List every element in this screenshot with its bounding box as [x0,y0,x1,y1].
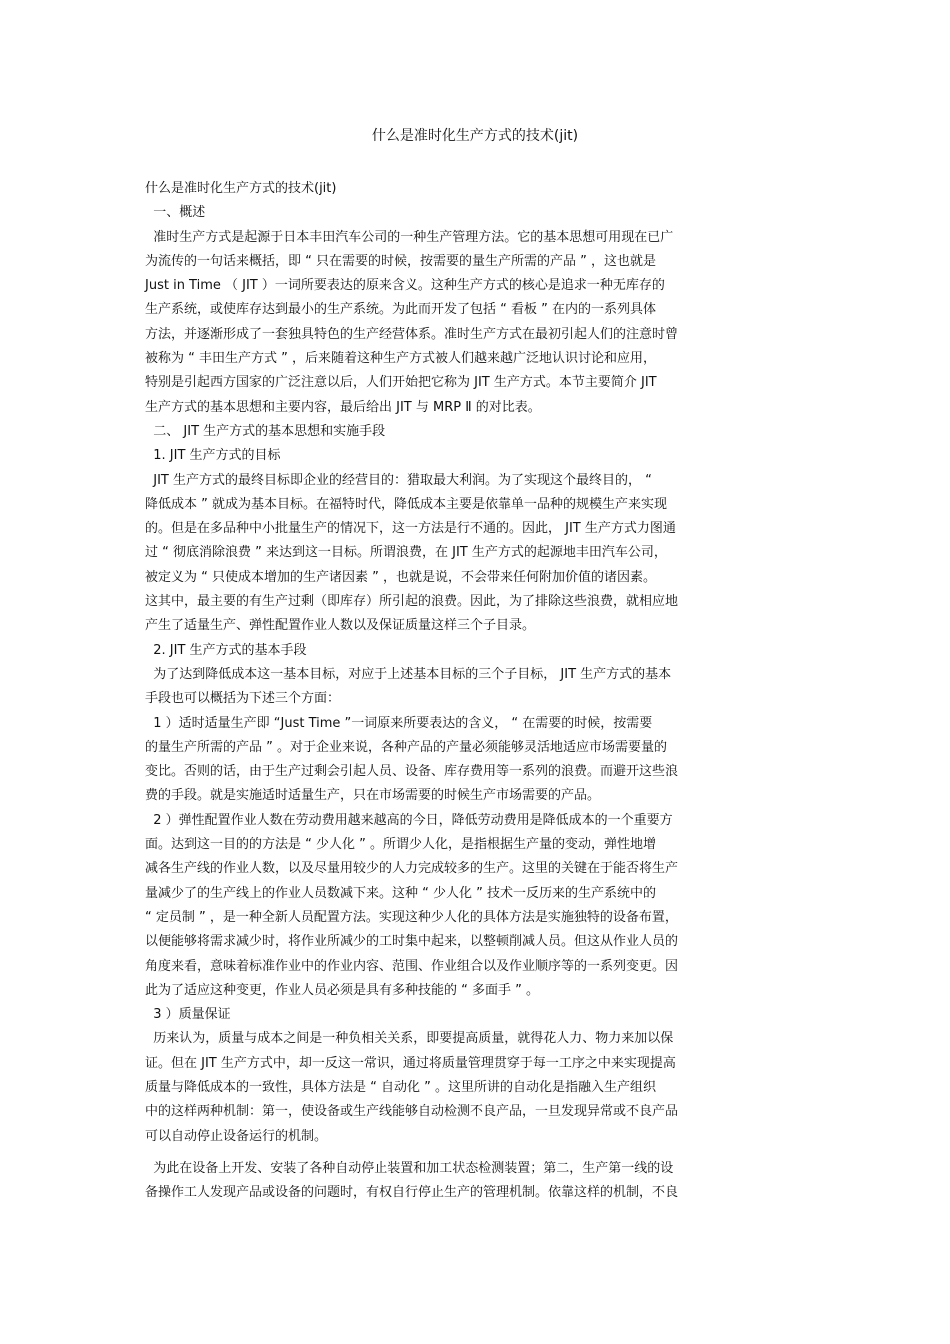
text-line: 产生了适量生产、弹性配置作业人数以及保证质量这样三个子目录。 [145,618,536,634]
text-line: 证。但在 JIT 生产方式中，却一反这一常识，通过将质量管理贯穿于每一工序之中来实现提高 [145,1055,676,1071]
text-line: 2 ）弹性配置作业人数在劳动费用越来越高的今日，降低劳动费用是降低成本的一个重要方 [145,812,673,828]
text-line: 量减少了的生产线上的作业人员数减下来。这种 “ 少人化 ” 技术一反历来的生产系统中的 [145,885,656,901]
text-line: 的。但是在多品种中小批量生产的情况下，这一方法是行不通的。因此， JIT 生产方式力图通 [145,521,676,537]
text-line: 一、概述 [145,205,206,221]
text-line: 过 “ 彻底消除浪费 ” 来达到这一目标。所谓浪费，在 JIT 生产方式的起源地丰田汽车公司， [145,545,667,561]
text-line: 什么是准时化生产方式的技术(jit) [145,181,337,196]
text-line: 为此在设备上开发、安装了各种自动停止装置和加工状态检测装置；第二，生产第一线的设 [145,1160,674,1176]
text-line: 为了达到降低成本这一基本目标，对应于上述基本目标的三个子目标， JIT 生产方式的基本 [145,666,672,682]
text-line: 费的手段。就是实施适时适量生产，只在市场需要的时候生产市场需要的产品。 [145,788,601,804]
text-line: 的量生产所需的产品 ” 。对于企业来说，各种产品的产量必须能够灵活地适应市场需要量的 [145,739,668,755]
text-line: 变比。否则的话，由于生产过剩会引起人员、设备、库存费用等一系列的浪费。而避开这些浪 [145,764,679,780]
text-line: 角度来看，意味着标准作业中的作业内容、范围、作业组合以及作业顺序等的一系列变更。因 [145,958,679,974]
text-line: 以便能够将需求减少时，将作业所减少的工时集中起来，以整顿削减人员。但这从作业人员的 [145,934,679,950]
document-title: 什么是准时化生产方式的技术(jit) [371,128,579,144]
text-line: 历来认为，质量与成本之间是一种负相关关系，即要提高质量，就得花人力、物力来加以保 [145,1031,674,1047]
text-line: “ 定员制 ” ，是一种全新人员配置方法。实现这种少人化的具体方法是实施独特的设备布置， [145,909,678,925]
text-line: 为流传的一句话来概括，即 “ 只在需要的时候，按需要的量生产所需的产品 ” ，这也就是 [145,253,656,269]
text-line: 2. JIT 生产方式的基本手段 [145,642,307,658]
text-line: 降低成本 ” 就成为基本目标。在福特时代，降低成本主要是依靠单一品种的规模生产来实现 [145,496,668,512]
text-line: 手段也可以概括为下述三个方面： [145,691,341,707]
text-line: 被定义为 “ 只使成本增加的生产诸因素 ” ，也就是说，不会带来任何附加价值的诸因素。 [145,569,656,585]
text-line: 可以自动停止设备运行的机制。 [145,1128,328,1144]
text-line: 面。达到这一目的的方法是 “ 少人化 ” 。所谓少人化，是指根据生产量的变动，弹性地增 [145,837,656,853]
text-line: 方法，并逐渐形成了一套独具特色的生产经营体系。准时生产方式在最初引起人们的注意时曾 [145,326,679,342]
text-line: JIT 生产方式的最终目标即企业的经营目的：猎取最大利润。为了实现这个最终目的， “ [145,472,652,488]
text-line: 3 ）质量保证 [145,1007,231,1023]
text-line: 1. JIT 生产方式的目标 [145,448,281,464]
text-line: 质量与降低成本的一致性，具体方法是 “ 自动化 ” 。这里所讲的自动化是指融入生产组织 [145,1079,656,1095]
paragraph-gap [145,1149,815,1157]
text-line: 二、 JIT 生产方式的基本思想和实施手段 [145,423,386,439]
text-line: 1 ）适时适量生产即 “Just Time ”一词原来所要表达的含义， “ 在需要的时候，按需要 [145,715,653,731]
text-line: 生产系统，或使库存达到最小的生产系统。为此而开发了包括 “ 看板 ” 在内的一系列具体 [145,302,656,318]
text-line: 特别是引起西方国家的广泛注意以后，人们开始把它称为 JIT 生产方式。本节主要简介 JIT [145,375,657,391]
text-line: Just in Time （ JIT ）一词所要表达的原来含义。这种生产方式的核心是追求一种无库存的 [145,278,665,294]
text-line: 准时生产方式是起源于日本丰田汽车公司的一种生产管理方法。它的基本思想可用现在已广 [145,229,674,245]
document-body [145,177,815,1205]
text-line: 生产方式的基本思想和主要内容，最后给出 JIT 与 MRP Ⅱ 的对比表。 [145,399,541,415]
text-line: 被称为 “ 丰田生产方式 ” ，后来随着这种生产方式被人们越来越广泛地认识讨论和应用， [145,351,656,367]
text-line: 减各生产线的作业人数，以及尽量用较少的人力完成较多的生产。这里的关键在于能否将生产 [145,861,679,877]
text-line: 此为了适应这种变更，作业人员必须是具有多种技能的 “ 多面手 ” 。 [145,982,539,998]
text-line: 备操作工人发现产品或设备的问题时，有权自行停止生产的管理机制。依靠这样的机制，不良 [145,1185,679,1201]
text-line: 这其中，最主要的有生产过剩（即库存）所引起的浪费。因此，为了排除这些浪费，就相应地 [145,594,679,610]
text-line: 中的这样两种机制：第一，使设备或生产线能够自动检测不良产品，一旦发现异常或不良产品 [145,1104,679,1120]
